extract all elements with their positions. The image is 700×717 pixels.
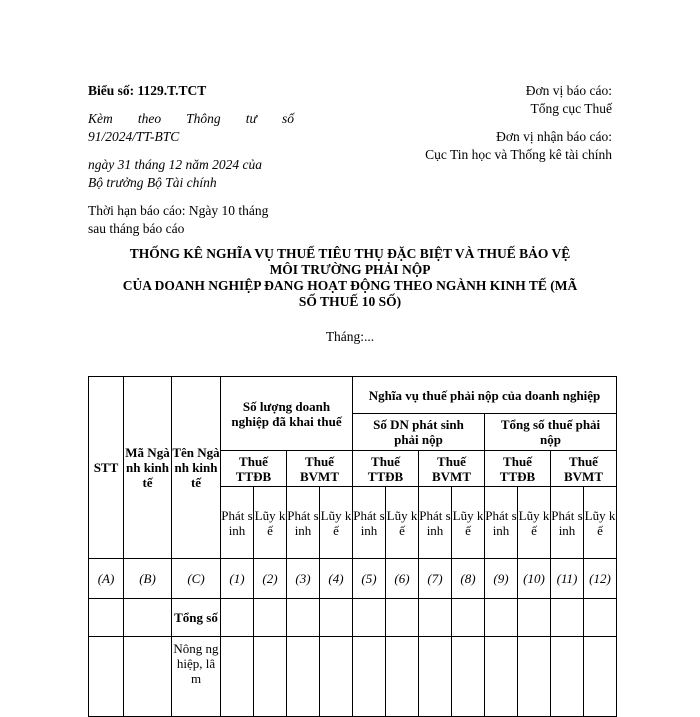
form-info-block — [88, 82, 298, 238]
deadline-line-2: sau tháng báo cáo — [88, 221, 185, 236]
title-line-4: SỐ THUẾ 10 SỐ) — [298, 294, 402, 309]
table-cell — [89, 599, 124, 637]
header-arising: Phát sinh — [353, 487, 386, 559]
table-cell — [485, 599, 518, 637]
title-line-2: MÔI TRƯỜNG PHẢI NỘP — [269, 262, 431, 277]
reporting-unit: Tổng cục Thuế — [530, 101, 612, 116]
report-month: Tháng:... — [325, 329, 375, 344]
header-count-bvmt: Thuế BVMT — [287, 451, 353, 487]
header-total-tax: Tổng số thuế phải nộp — [485, 414, 617, 451]
deadline-line-1: Thời hạn báo cáo: Ngày 10 tháng — [88, 203, 269, 218]
header-cumulative: Lũy kế — [584, 487, 617, 559]
table-cell — [287, 599, 320, 637]
index-cell: (5) — [353, 559, 386, 599]
index-cell: (B) — [124, 559, 172, 599]
header-stt: STT — [89, 377, 124, 559]
index-cell: (10) — [518, 559, 551, 599]
header-arising: Phát sinh — [419, 487, 452, 559]
header-cumulative: Lũy kế — [254, 487, 287, 559]
header-dn-ttdb: Thuế TTĐB — [353, 451, 419, 487]
index-cell: (12) — [584, 559, 617, 599]
form-number: Biểu số: 1129.T.TCT — [88, 83, 207, 98]
table-cell — [419, 637, 452, 717]
header-cumulative: Lũy kế — [518, 487, 551, 559]
header-dn-arising-count: Số DN phát sinh phải nộp — [353, 414, 485, 451]
table-cell — [254, 599, 287, 637]
row-agriculture-label: Nông nghiệp, lâm — [172, 637, 221, 717]
table-cell — [518, 599, 551, 637]
header-arising: Phát sinh — [551, 487, 584, 559]
unit-info-block — [425, 82, 612, 164]
index-cell: (11) — [551, 559, 584, 599]
date-line-1: ngày 31 tháng 12 năm 2024 của — [88, 157, 262, 172]
index-cell: (C) — [172, 559, 221, 599]
header-industry-name: Tên Ngành kinh tế — [172, 377, 221, 559]
table-cell — [386, 599, 419, 637]
receiving-unit: Cục Tin học và Thống kê tài chính — [425, 147, 612, 162]
index-cell: (1) — [221, 559, 254, 599]
circular-line-1: Kèm theo Thông tư số — [88, 111, 294, 126]
index-cell: (8) — [452, 559, 485, 599]
header-cumulative: Lũy kế — [320, 487, 353, 559]
index-cell: (9) — [485, 559, 518, 599]
header-total-ttdb: Thuế TTĐB — [485, 451, 551, 487]
table-cell — [452, 637, 485, 717]
receiving-unit-label: Đơn vị nhận báo cáo: — [496, 129, 612, 144]
circular-line-2: 91/2024/TT-BTC — [88, 129, 180, 144]
table-cell — [287, 637, 320, 717]
header-tax-obligation: Nghĩa vụ thuế phải nộp của doanh nghiệp — [353, 377, 617, 414]
table-cell — [485, 637, 518, 717]
title-line-3: CỦA DOANH NGHIỆP ĐANG HOẠT ĐỘNG THEO NGÀNH KINH TẾ (MÃ — [122, 278, 578, 293]
reporting-unit-label: Đơn vị báo cáo: — [525, 83, 612, 98]
index-cell: (3) — [287, 559, 320, 599]
header-dn-bvmt: Thuế BVMT — [419, 451, 485, 487]
table-cell — [221, 599, 254, 637]
table-cell — [353, 637, 386, 717]
table-cell — [254, 637, 287, 717]
header-arising: Phát sinh — [221, 487, 254, 559]
table-row — [89, 637, 617, 717]
table-cell — [353, 599, 386, 637]
header-total-bvmt: Thuế BVMT — [551, 451, 617, 487]
header-cumulative: Lũy kế — [452, 487, 485, 559]
index-cell: (7) — [419, 559, 452, 599]
row-total-label: Tổng số — [172, 599, 221, 637]
header-count-ttdb: Thuế TTĐB — [221, 451, 287, 487]
index-cell: (A) — [89, 559, 124, 599]
table-cell — [584, 599, 617, 637]
table-cell — [518, 637, 551, 717]
table-cell — [89, 637, 124, 717]
index-cell: (2) — [254, 559, 287, 599]
table-cell — [551, 599, 584, 637]
header-arising: Phát sinh — [485, 487, 518, 559]
table-cell — [124, 599, 172, 637]
table-cell — [124, 637, 172, 717]
table-cell — [419, 599, 452, 637]
table-cell — [584, 637, 617, 717]
header-arising: Phát sinh — [287, 487, 320, 559]
date-line-2: Bộ trưởng Bộ Tài chính — [88, 175, 217, 190]
header-enterprise-count: Số lượng doanh nghiệp đã khai thuế — [221, 377, 353, 451]
table-cell — [320, 599, 353, 637]
statistics-table — [88, 376, 617, 717]
report-title — [60, 246, 640, 310]
table-cell — [221, 637, 254, 717]
table-cell — [551, 637, 584, 717]
table-cell — [452, 599, 485, 637]
title-line-1: THỐNG KÊ NGHĨA VỤ THUẾ TIÊU THỤ ĐẶC BIỆT VÀ THUẾ BẢO VỆ — [129, 246, 571, 261]
table-cell — [386, 637, 419, 717]
header-cumulative: Lũy kế — [386, 487, 419, 559]
table-row — [89, 599, 617, 637]
table-cell — [320, 637, 353, 717]
header-industry-code: Mã Ngành kinh tế — [124, 377, 172, 559]
index-cell: (4) — [320, 559, 353, 599]
index-cell: (6) — [386, 559, 419, 599]
